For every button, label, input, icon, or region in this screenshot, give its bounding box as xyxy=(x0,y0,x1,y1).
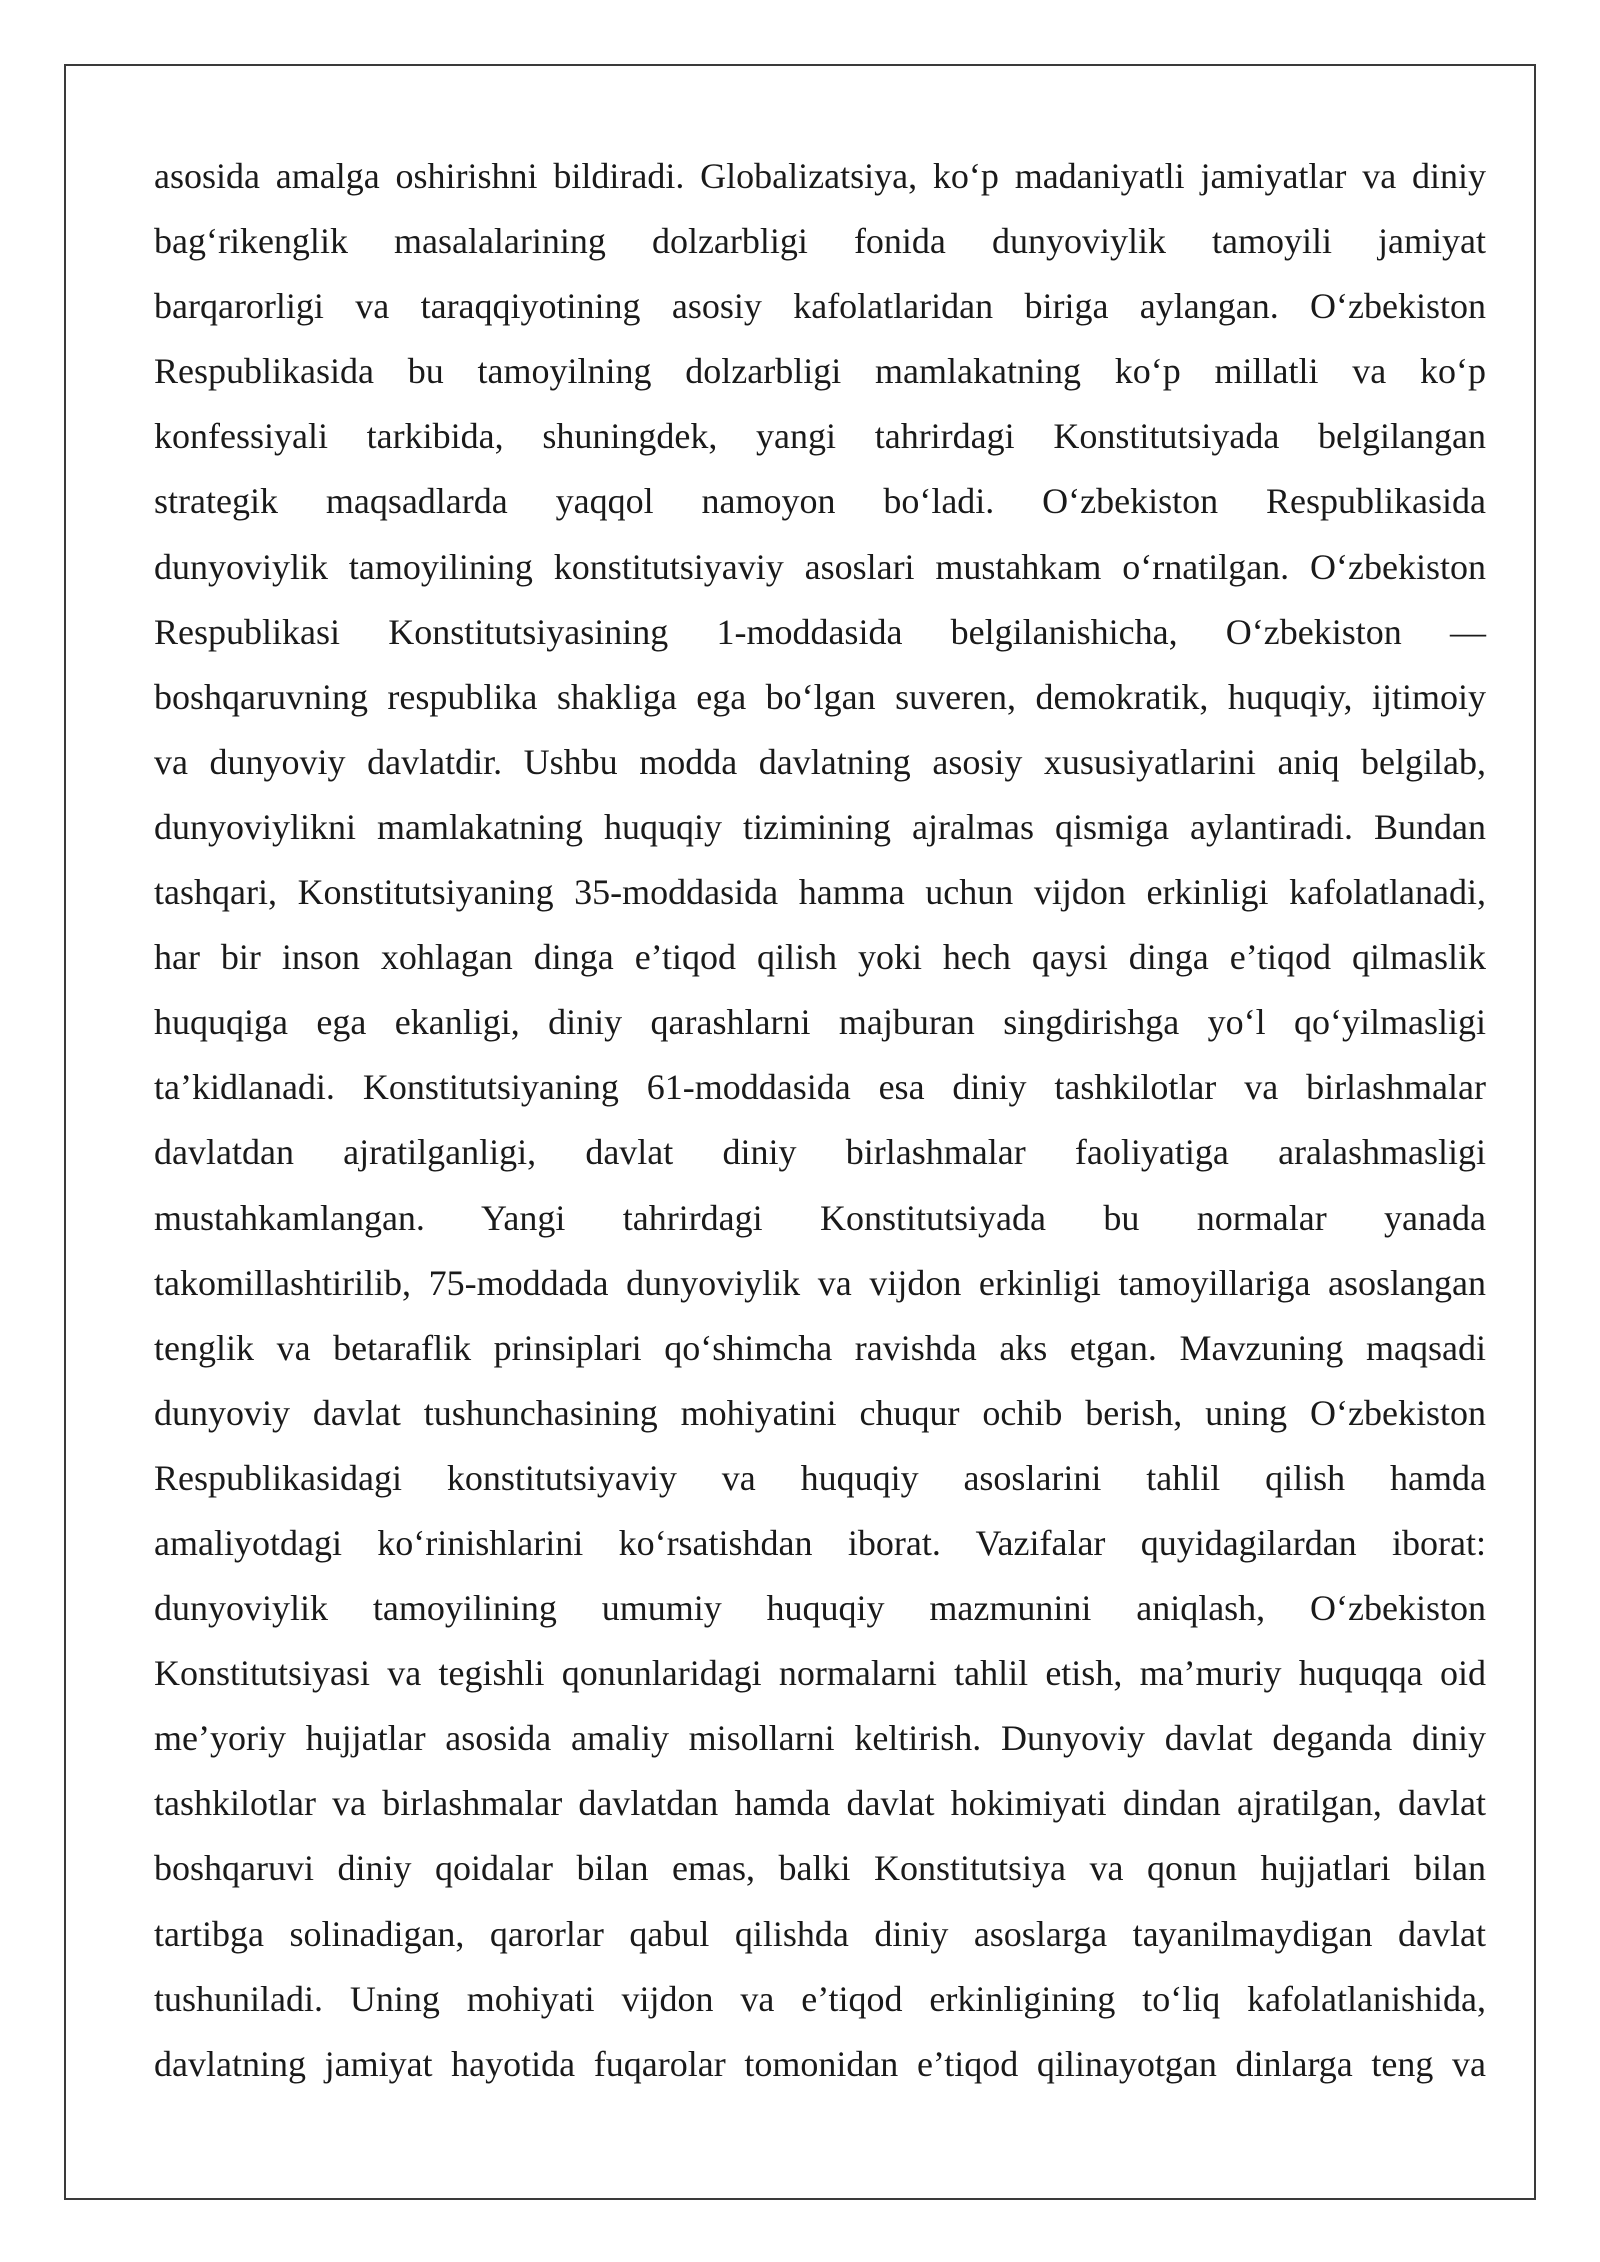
text-line: davlatdan ajratilganligi, davlat diniy birlashmalar faoliyatiga aralashmasligi xyxy=(154,1132,1486,1173)
text-line: tenglik va betaraflik prinsiplari qo‘shimcha ravishda aks etgan. Mavzuning maqsadi xyxy=(154,1327,1486,1368)
text-line: takomillashtirilib, 75-moddada dunyoviylik va vijdon erkinligi tamoyillariga asoslangan xyxy=(154,1262,1486,1303)
text-line: ta’kidlanadi. Konstitutsiyaning 61-moddasida esa diniy tashkilotlar va birlashmalar xyxy=(154,1067,1486,1108)
text-line: Respublikasi Konstitutsiyasining 1-moddasida belgilanishicha, O‘zbekiston — xyxy=(154,611,1486,652)
text-line: boshqaruvi diniy qoidalar bilan emas, balki Konstitutsiya va qonun hujjatlari bilan xyxy=(154,1848,1486,1889)
text-line: dunyoviylik tamoyilining umumiy huquqiy mazmunini aniqlash, O‘zbekiston xyxy=(154,1588,1486,1629)
text-line: bag‘rikenglik masalalarining dolzarbligi fonida dunyoviylik tamoyili jamiyat xyxy=(154,221,1486,262)
text-line: tushuniladi. Uning mohiyati vijdon va e’tiqod erkinligining to‘liq kafolatlanishida, xyxy=(154,1978,1486,2019)
text-line: konfessiyali tarkibida, shuningdek, yangi tahrirdagi Konstitutsiyada belgilangan xyxy=(154,416,1486,457)
text-line: tartibga solinadigan, qarorlar qabul qilishda diniy asoslarga tayanilmaydigan davlat xyxy=(154,1913,1486,1954)
text-line: Respublikasidagi konstitutsiyaviy va huquqiy asoslarini tahlil qilish hamda xyxy=(154,1457,1486,1498)
text-line: Respublikasida bu tamoyilning dolzarbligi mamlakatning ko‘p millatli va ko‘p xyxy=(154,351,1486,392)
text-line: tashqari, Konstitutsiyaning 35-moddasida hamma uchun vijdon erkinligi kafolatlanadi, xyxy=(154,872,1486,913)
text-line: dunyoviylik tamoyilining konstitutsiyaviy asoslari mustahkam o‘rnatilgan. O‘zbekiston xyxy=(154,546,1486,587)
text-line: dunyoviylikni mamlakatning huquqiy tizimining ajralmas qismiga aylantiradi. Bundan xyxy=(154,806,1486,847)
text-line: tashkilotlar va birlashmalar davlatdan hamda davlat hokimiyati dindan ajratilgan, davlat xyxy=(154,1783,1486,1824)
text-line: mustahkamlangan. Yangi tahrirdagi Konstitutsiyada bu normalar yanada xyxy=(154,1197,1486,1238)
text-line: asosida amalga oshirishni bildiradi. Globalizatsiya, ko‘p madaniyatli jamiyatlar va diniy xyxy=(154,156,1486,196)
text-line: dunyoviy davlat tushunchasining mohiyatini chuqur ochib berish, uning O‘zbekiston xyxy=(154,1392,1486,1433)
text-line: amaliyotdagi ko‘rinishlarini ko‘rsatishdan iborat. Vazifalar quyidagilardan iborat: xyxy=(154,1522,1486,1563)
text-line: strategik maqsadlarda yaqqol namoyon bo‘ladi. O‘zbekiston Respublikasida xyxy=(154,481,1486,522)
text-line: har bir inson xohlagan dinga e’tiqod qilish yoki hech qaysi dinga e’tiqod qilmaslik xyxy=(154,937,1486,978)
body-paragraph xyxy=(154,144,1486,2097)
text-line: davlatning jamiyat hayotida fuqarolar tomonidan e’tiqod qilinayotgan dinlarga teng va xyxy=(154,2043,1486,2084)
text-line: me’yoriy hujjatlar asosida amaliy misollarni keltirish. Dunyoviy davlat deganda diniy xyxy=(154,1718,1486,1759)
text-line: huquqiga ega ekanligi, diniy qarashlarni majburan singdirishga yo‘l qo‘yilmasligi xyxy=(154,1002,1486,1043)
text-line: boshqaruvning respublika shakliga ega bo‘lgan suveren, demokratik, huquqiy, ijtimoiy xyxy=(154,676,1486,717)
text-line: Konstitutsiyasi va tegishli qonunlaridagi normalarni tahlil etish, ma’muriy huquqqa oid xyxy=(154,1653,1486,1694)
text-line: va dunyoviy davlatdir. Ushbu modda davlatning asosiy xususiyatlarini aniq belgilab, xyxy=(154,741,1486,782)
text-line: barqarorligi va taraqqiyotining asosiy kafolatlaridan biriga aylangan. O‘zbekiston xyxy=(154,286,1486,327)
